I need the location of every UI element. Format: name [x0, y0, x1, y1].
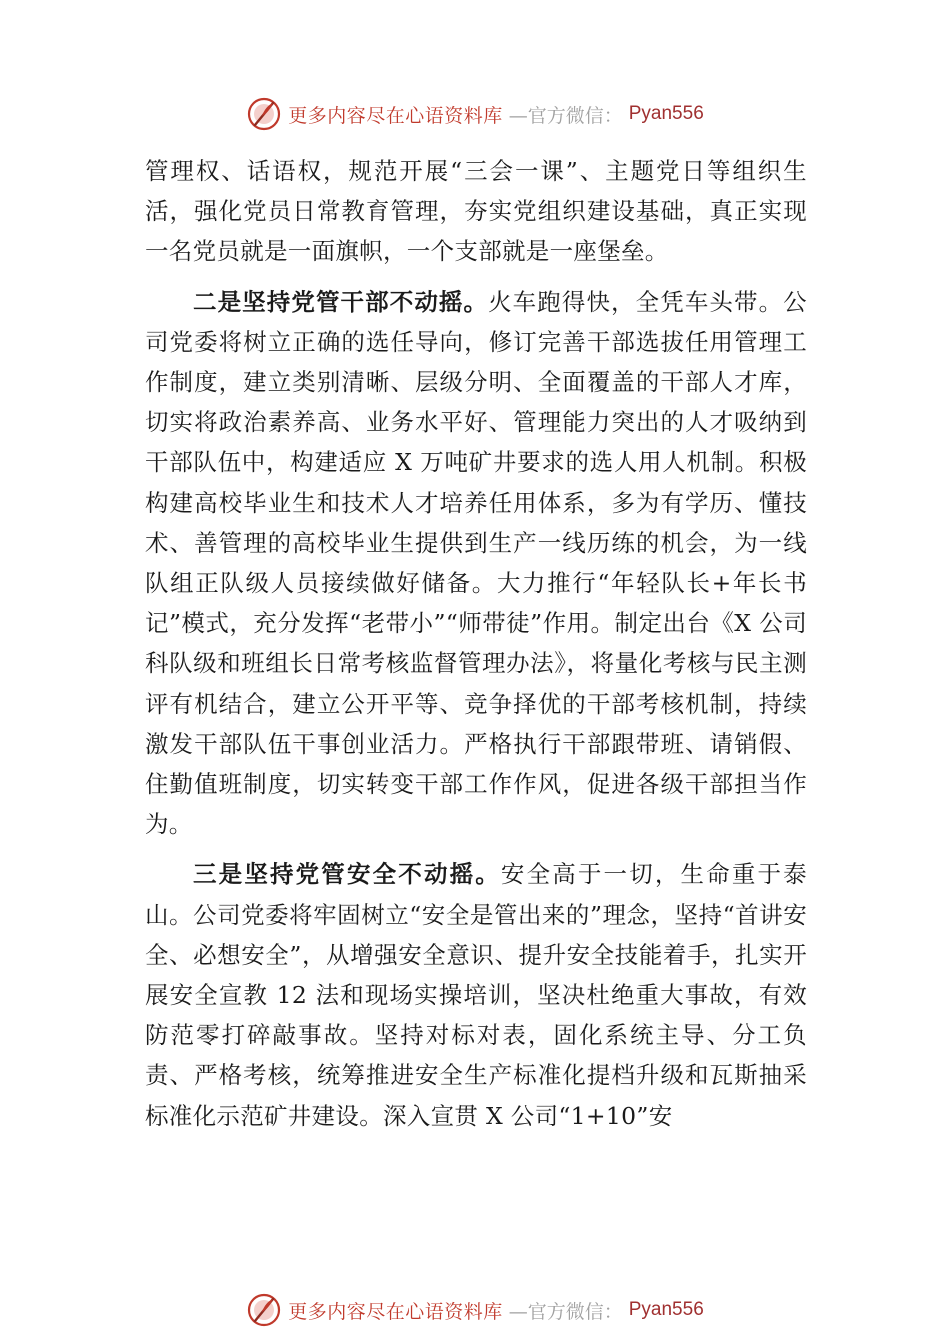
- paragraph-lead: 三是坚持党管安全不动摇。: [193, 860, 501, 889]
- document-body: [145, 151, 807, 1146]
- paragraph-text: 管理权、话语权，规范开展“三会一课”、主题党日等组织生活，强化党员日常教育管理，夯实党组织建设基础，真正实现一名党员就是一面旗帜，一个支部就是一座堡垒。: [145, 157, 807, 266]
- watermark-account: Pyan556: [628, 1299, 704, 1320]
- paragraph-continuation: [145, 151, 807, 272]
- paragraph-text: 火车跑得快，全凭车头带。公司党委将树立正确的选任导向，修订完善干部选拔任用管理工作制度，建立类别清晰、层级分明、全面覆盖的干部人才库，切实将政治素养高、业务水平好、管理能力突出的人才吸纳到干部队伍中，构建适应 X 万吨矿井要求的选人用人机制。积极构建高校毕业生和技术人才培养任用体系，多为有学历、懂技术、善管理的高校毕业生提供到生产一线历练的机会，为一线队组正队级人员接续做好储备。大力推行“年轻队长+年长书记”模式，充分发挥“老带小”“师带徒”作用。制定出台《X 公司科队级和班组长日常考核监督管理办法》，将量化考核与民主测评有机结合，建立公开平等、竞争择优的干部考核机制，持续激发干部队伍干事创业活力。严格执行干部跟带班、请销假、住勤值班制度，切实转变干部工作作风，促进各级干部担当作为。: [145, 287, 807, 839]
- watermark-separator: —官方微信：: [508, 1300, 623, 1323]
- paragraph-safety-management: [145, 854, 807, 1135]
- footer-watermark: [0, 1290, 950, 1330]
- watermark-separator: —官方微信：: [508, 104, 623, 127]
- paragraph-text: 安全高于一切，生命重于泰山。公司党委将牢固树立“安全是管出来的”理念，坚持“首讲安全、必想安全”，从增强安全意识、提升安全技能着手，扎实开展安全宣教 12 法和现场实操培训，坚决杜绝重大事故，有效防范零打碎敲事故。坚持对标对表，固化系统主导、分工负责、严格考核，统筹推进安全生产标准化提档升级和瓦斯抽采标准化示范矿井建设。深入宣贯 X 公司“1+10”安: [145, 860, 807, 1130]
- watermark-brand-text: 更多内容尽在心语资料库: [288, 1300, 503, 1323]
- paragraph-cadre-management: [145, 282, 807, 845]
- quill-pen-seal-icon: [246, 96, 282, 132]
- watermark-brand-text: 更多内容尽在心语资料库: [288, 104, 503, 127]
- paragraph-lead: 二是坚持党管干部不动摇。: [193, 287, 489, 316]
- header-watermark: [0, 94, 950, 134]
- quill-pen-seal-icon: [246, 1292, 282, 1328]
- watermark-account: Pyan556: [628, 103, 704, 124]
